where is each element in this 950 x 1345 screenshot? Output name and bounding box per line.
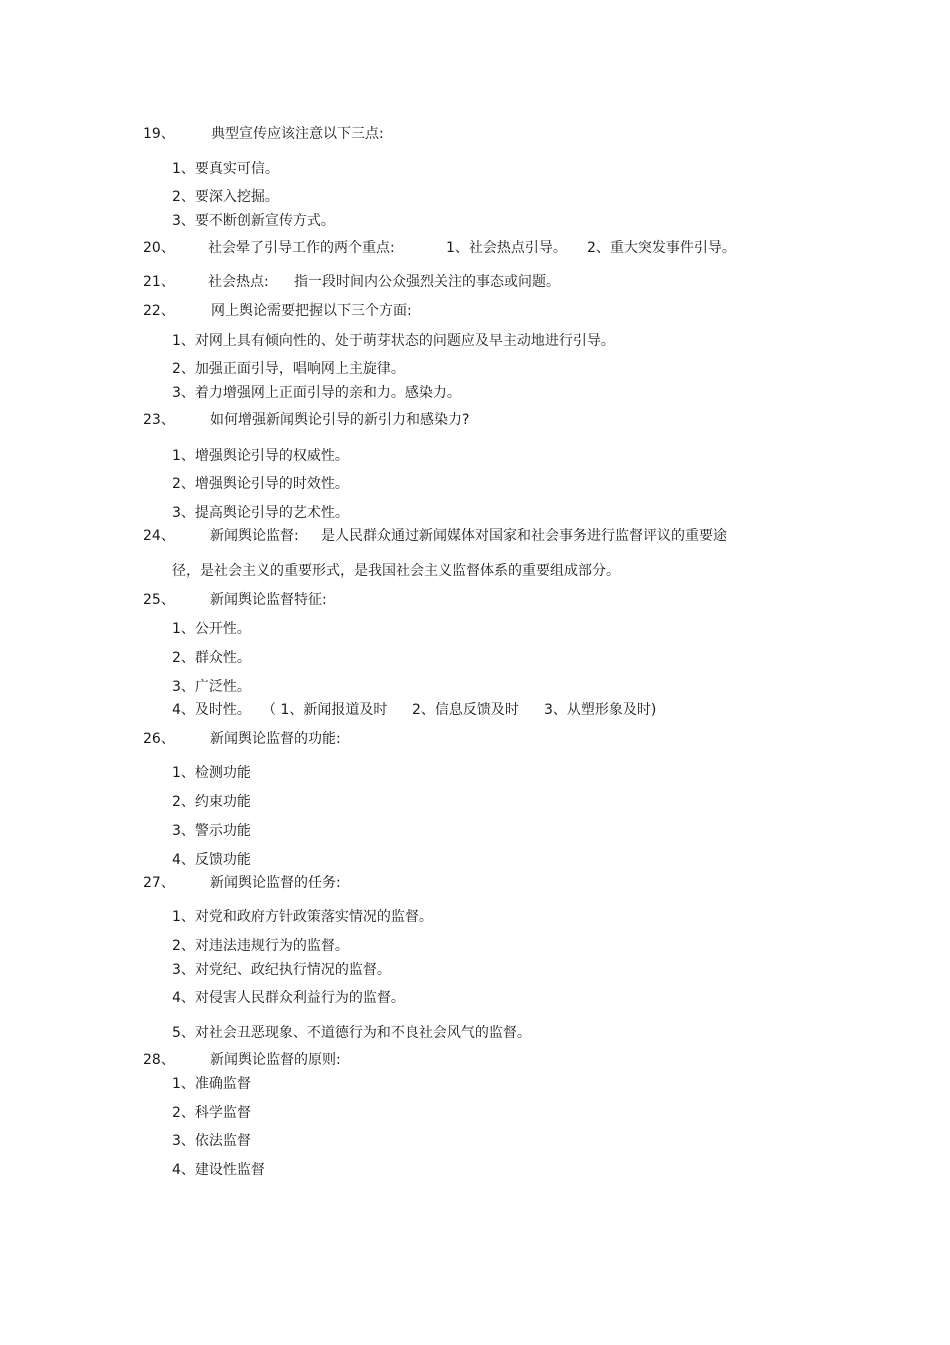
- section-25-number: 25、: [143, 592, 175, 608]
- section-26-item: 3、警示功能: [172, 823, 251, 839]
- section-21-heading: 社会热点:: [208, 274, 269, 290]
- section-20-number: 20、: [143, 240, 175, 256]
- section-22-item: 3、着力增强网上正面引导的亲和力。感染力。: [172, 385, 461, 401]
- section-19-item: 3、要不断创新宣传方式。: [172, 213, 335, 229]
- section-20-heading: 社会晕了引导工作的两个重点:: [208, 240, 395, 256]
- section-26-heading: 新闻舆论监督的功能:: [210, 731, 341, 747]
- section-22-number: 22、: [143, 303, 175, 319]
- section-23-item: 1、增强舆论引导的权威性。: [172, 448, 349, 464]
- section-28-item: 4、建设性监督: [172, 1162, 265, 1178]
- section-22-item: 1、对网上具有倾向性的、处于萌芽状态的问题应及早主动地进行引导。: [172, 333, 615, 349]
- section-25-item: 2、群众性。: [172, 650, 251, 666]
- section-26-item: 1、检测功能: [172, 765, 251, 781]
- section-28-heading: 新闻舆论监督的原则:: [210, 1052, 341, 1068]
- section-27-item: 5、对社会丑恶现象、不道德行为和不良社会风气的监督。: [172, 1025, 531, 1041]
- section-25-heading: 新闻舆论监督特征:: [210, 592, 327, 608]
- section-21-definition: 指一段时间内公众强烈关注的事态或问题。: [294, 274, 560, 290]
- section-27-item: 3、对党纪、政纪执行情况的监督。: [172, 962, 391, 978]
- section-20-part2: 2、重大突发事件引导。: [587, 240, 736, 256]
- section-27-number: 27、: [143, 875, 175, 891]
- section-28-item: 2、科学监督: [172, 1105, 251, 1121]
- section-26-number: 26、: [143, 731, 175, 747]
- section-26-item: 2、约束功能: [172, 794, 251, 810]
- section-19-heading: 典型宣传应该注意以下三点:: [211, 126, 384, 142]
- section-20-part1: 1、社会热点引导。: [446, 240, 567, 256]
- section-22-heading: 网上舆论需要把握以下三个方面:: [211, 303, 412, 319]
- section-27-heading: 新闻舆论监督的任务:: [210, 875, 341, 891]
- section-27-item: 4、对侵害人民群众利益行为的监督。: [172, 990, 405, 1006]
- section-25-item-4: 4、及时性。: [172, 702, 251, 718]
- section-25-item-4-sub2: 2、信息反馈及时: [412, 702, 519, 718]
- section-19-item: 1、要真实可信。: [172, 161, 279, 177]
- section-28-item: 3、依法监督: [172, 1133, 251, 1149]
- section-21-number: 21、: [143, 274, 175, 290]
- section-27-item: 2、对违法违规行为的监督。: [172, 938, 349, 954]
- section-25-item: 1、公开性。: [172, 621, 251, 637]
- section-25-item-4-sub3: 3、从塑形象及时): [544, 702, 657, 718]
- section-27-item: 1、对党和政府方针政策落实情况的监督。: [172, 909, 433, 925]
- section-24-number: 24、: [143, 528, 175, 544]
- section-23-heading: 如何增强新闻舆论引导的新引力和感染力?: [210, 412, 470, 428]
- section-19-number: 19、: [143, 126, 175, 142]
- section-22-item: 2、加强正面引导，唱响网上主旋律。: [172, 361, 405, 377]
- section-19-item: 2、要深入挖掘。: [172, 189, 279, 205]
- section-28-item: 1、准确监督: [172, 1076, 251, 1092]
- section-25-item: 3、广泛性。: [172, 679, 251, 695]
- section-25-item-4-sub1: （ 1、新闻报道及时: [262, 702, 388, 718]
- section-28-number: 28、: [143, 1052, 175, 1068]
- section-24-heading: 新闻舆论监督:: [210, 528, 299, 544]
- section-23-number: 23、: [143, 412, 175, 428]
- section-24-definition: 是人民群众通过新闻媒体对国家和社会事务进行监督评议的重要途: [321, 528, 727, 544]
- section-26-item: 4、反馈功能: [172, 852, 251, 868]
- section-24-continuation: 径，是社会主义的重要形式，是我国社会主义监督体系的重要组成部分。: [172, 563, 620, 579]
- section-23-item: 3、提高舆论引导的艺术性。: [172, 505, 349, 521]
- section-23-item: 2、增强舆论引导的时效性。: [172, 476, 349, 492]
